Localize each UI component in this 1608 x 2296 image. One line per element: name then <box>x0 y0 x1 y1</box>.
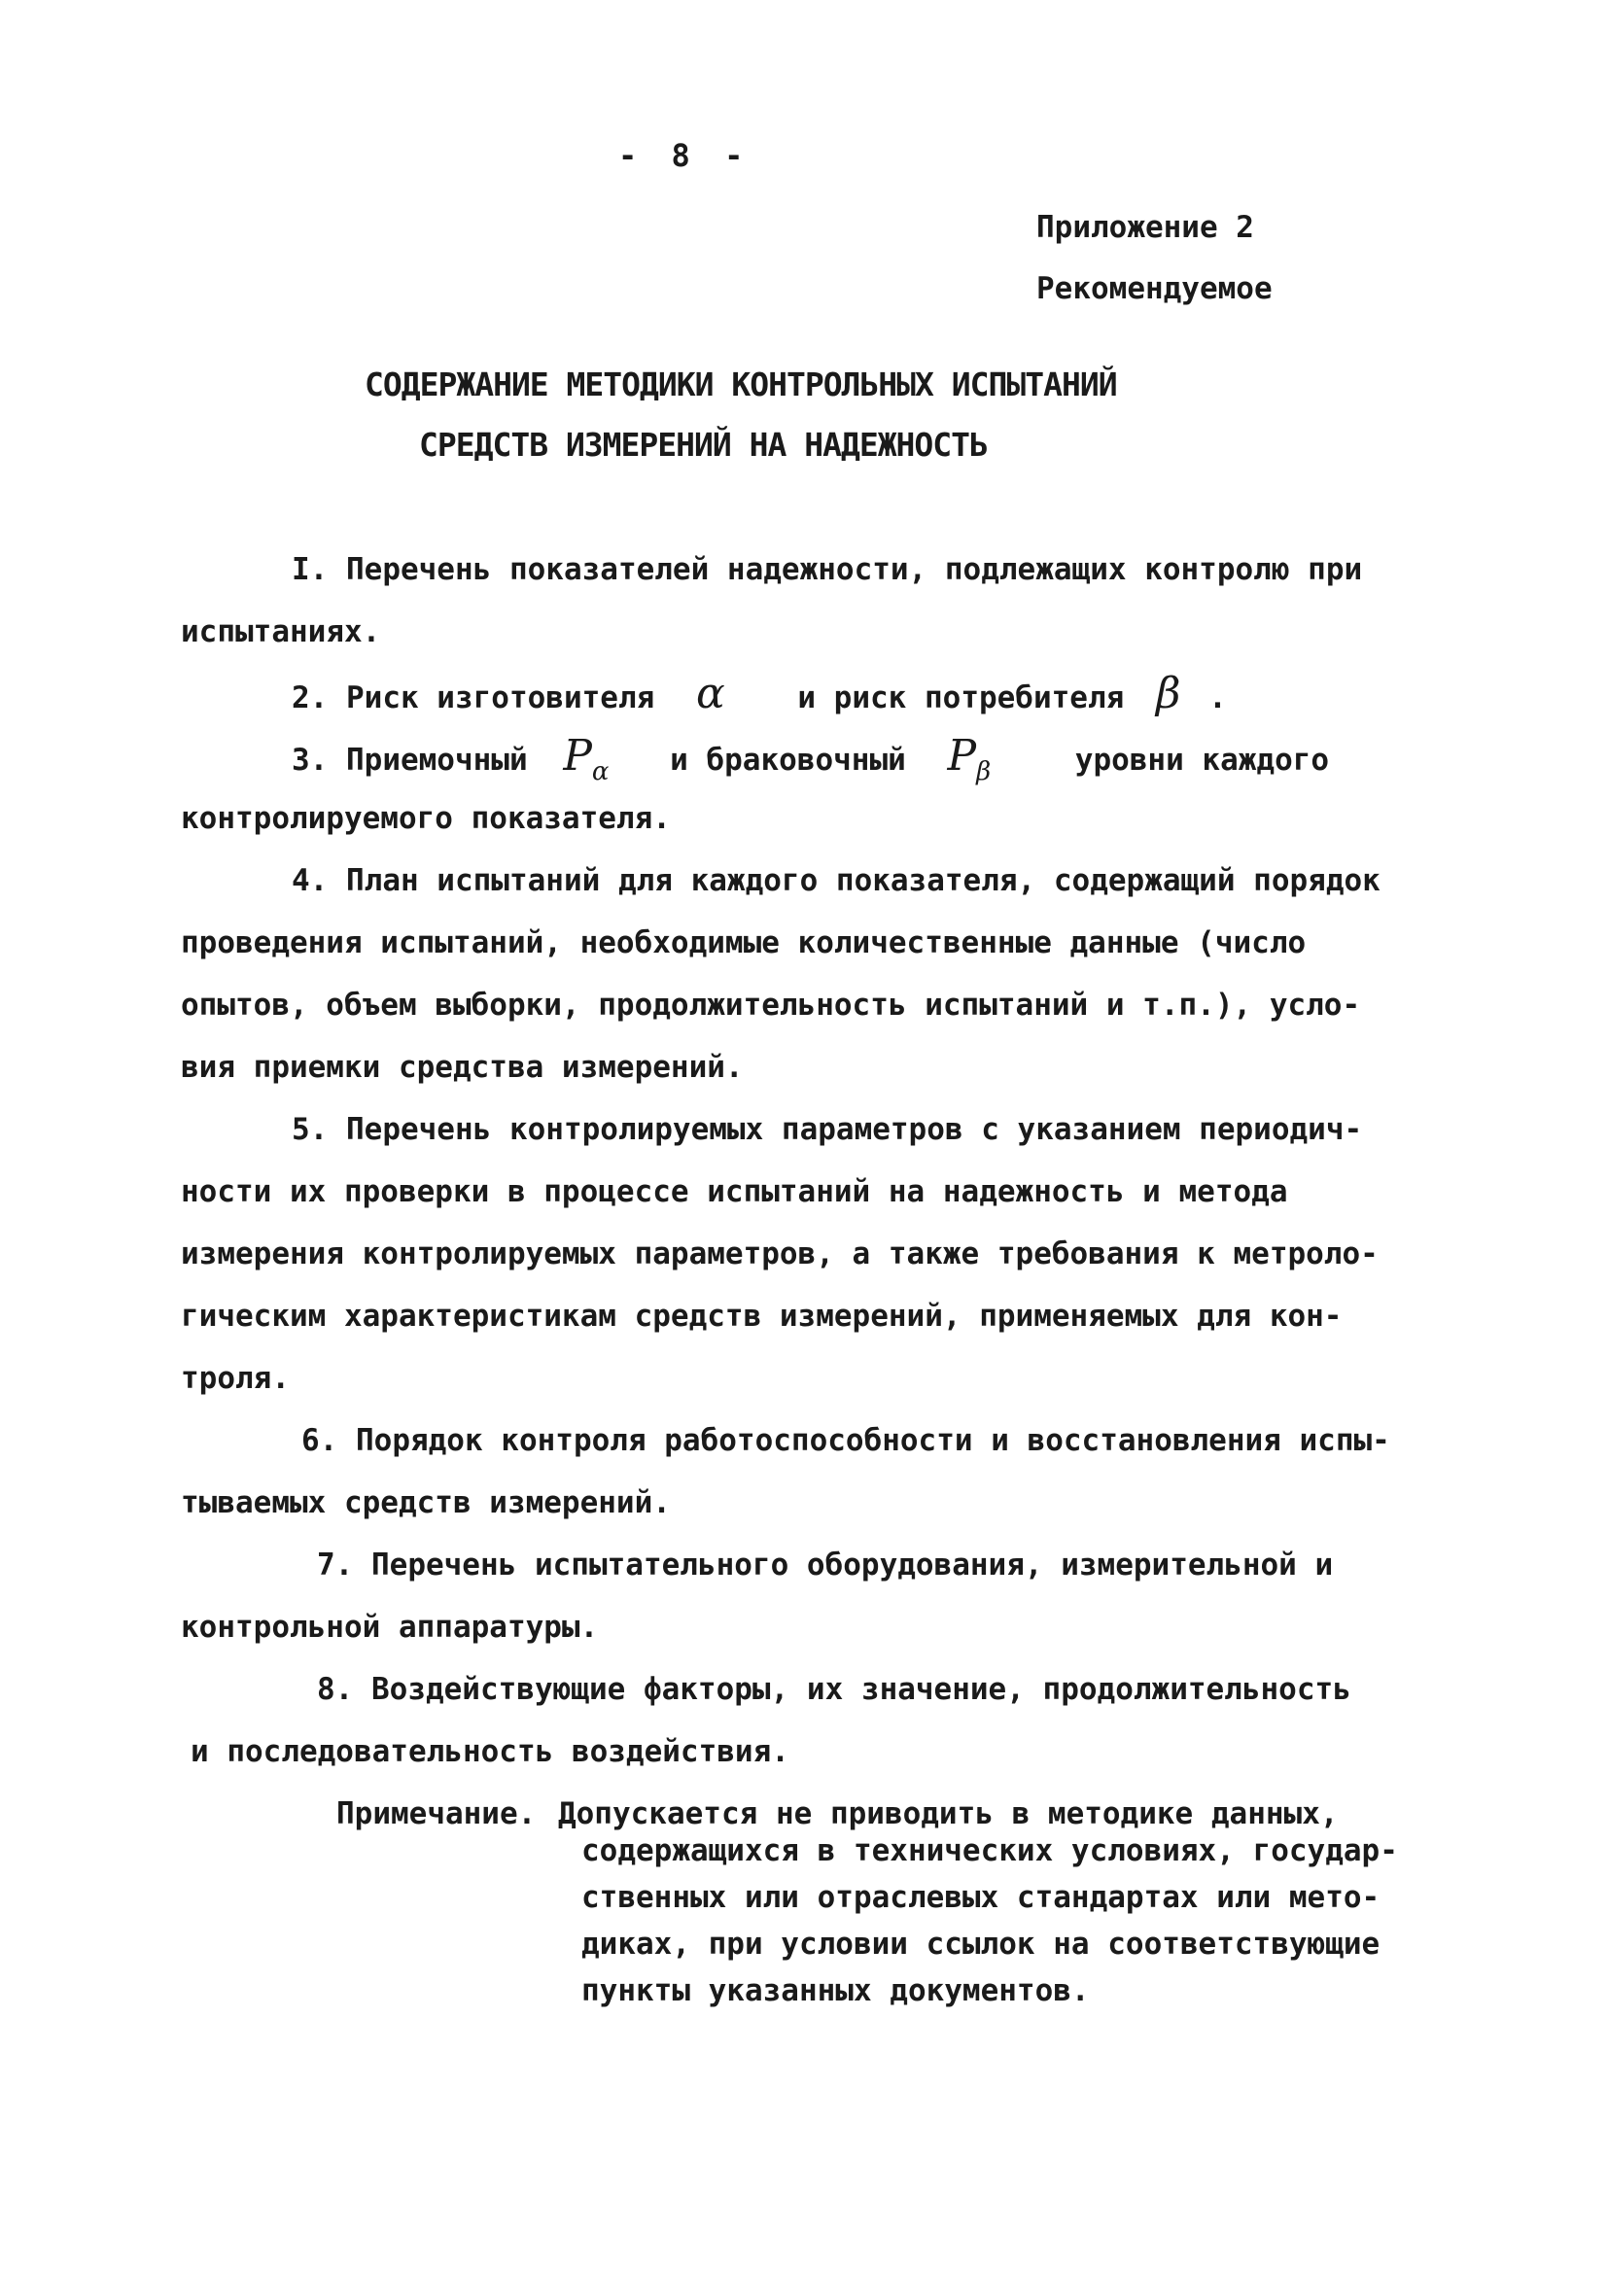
appendix-block <box>1036 197 1273 320</box>
page-number: - 8 - <box>618 137 752 174</box>
note-line-5: пункты указанных документов. <box>581 1973 1090 2008</box>
item-2-text-a: 2. Риск изготовителя <box>292 680 655 715</box>
item-1-line-1: I. Перечень показателей надежности, подлежащих контролю при <box>292 552 1363 587</box>
item-7-line-1: 7. Перечень испытательного оборудования, измерительной и <box>317 1548 1334 1583</box>
item-7-line-2: контрольной аппаратуры. <box>181 1610 599 1645</box>
note-label: Примечание. <box>336 1796 537 1831</box>
alpha-symbol: α <box>695 669 725 718</box>
note-text-1: Допускается не приводить в методике данных, <box>557 1796 1339 1831</box>
item-2-text-b: и риск потребителя <box>797 680 1125 715</box>
p-beta-subscript: β <box>976 756 992 786</box>
item-5-line-4: гическим характеристикам средств измерений, применяемых для кон- <box>181 1299 1343 1334</box>
p-alpha-letter: P <box>563 731 592 781</box>
document-title-line-1: СОДЕРЖАНИЕ МЕТОДИКИ КОНТРОЛЬНЫХ ИСПЫТАНИЙ <box>365 365 1117 403</box>
item-5-line-2: ности их проверки в процессе испытаний на надежность и метода <box>181 1174 1288 1209</box>
item-3-text-b: и браковочный <box>670 743 906 778</box>
item-4-line-1: 4. План испытаний для каждого показателя, содержащий порядок <box>292 863 1381 898</box>
appendix-label: Приложение 2 <box>1036 210 1254 245</box>
item-5-line-5: троля. <box>181 1361 290 1396</box>
p-alpha-subscript: α <box>591 756 610 786</box>
p-beta-letter: P <box>947 731 977 781</box>
note-line-2: содержащихся в технических условиях, государ- <box>581 1833 1398 1868</box>
document-title-line-2: СРЕДСТВ ИЗМЕРЕНИЙ НА НАДЕЖНОСТЬ <box>419 426 988 464</box>
item-4-line-2: проведения испытаний, необходимые количественные данные (число <box>181 925 1307 960</box>
item-3-text-c: уровни каждого <box>1074 743 1330 778</box>
item-5-line-1: 5. Перечень контролируемых параметров с указанием периодич- <box>292 1112 1363 1147</box>
item-6-line-2: тываемых средств измерений. <box>181 1485 671 1520</box>
p-beta-symbol <box>947 731 992 786</box>
p-alpha-symbol <box>563 731 610 786</box>
item-4-line-4: вия приемки средства измерений. <box>181 1050 744 1085</box>
item-2-line <box>292 663 1227 729</box>
note-line-4: диках, при условии ссылок на соответствующие <box>581 1927 1381 1962</box>
item-5-line-3: измерения контролируемых параметров, а также требования к метроло- <box>181 1236 1379 1271</box>
item-8-line-2: и последовательность воздействия. <box>191 1734 789 1769</box>
item-6-line-1: 6. Порядок контроля работоспособности и восстановления испы- <box>301 1423 1390 1458</box>
beta-symbol: β <box>1155 669 1181 718</box>
appendix-status: Рекомендуемое <box>1036 271 1273 306</box>
item-3-text-a: 3. Приемочный <box>292 743 528 778</box>
item-1-line-2: испытаниях. <box>181 614 381 649</box>
item-8-line-1: 8. Воздействующие факторы, их значение, продолжительность <box>317 1672 1351 1707</box>
item-2-text-c: . <box>1208 680 1227 715</box>
item-3-line-2: контролируемого показателя. <box>181 801 671 836</box>
note-line-3: ственных или отраслевых стандартах или мето- <box>581 1880 1381 1915</box>
item-4-line-3: опытов, объем выборки, продолжительность испытаний и т.п.), усло- <box>181 988 1361 1023</box>
